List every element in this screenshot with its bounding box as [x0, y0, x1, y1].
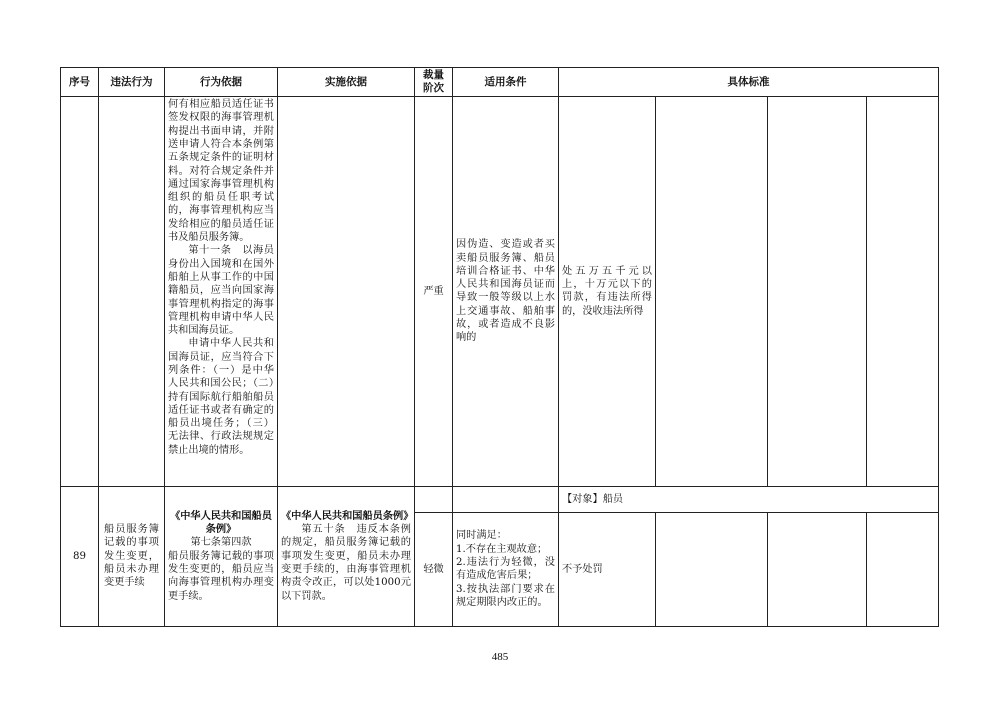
basis-paragraph: 何有相应船员适任证书签发权限的海事管理机构提出书面申请，并附送申请人符合本条例第五条规定条件的证明材料。对符合规定条件并通过国家海事管理机构组织的船员任职考试的，海事管理机构应当发给相应的船员适任证书及船员服务簿。 [168, 99, 274, 244]
header-conditions: 适用条件 [453, 68, 559, 97]
row89-level-cell: 轻微 [415, 512, 453, 626]
impl-text: 第五十条 违反本条例的规定，船员服务簿记载的事项发生变更，船员未办理变更手续的，由海事管理机构责令改正，可以处1000元以下罚款。 [281, 524, 411, 602]
header-violation: 违法行为 [99, 68, 165, 97]
target-cell: 【对象】船员 [559, 486, 939, 512]
cont-implementation-cell [278, 97, 415, 487]
row89-violation-cell: 船员服务簿记载的事项发生变更，船员未办理变更手续 [99, 486, 165, 626]
basis-paragraph: 申请中华人民共和国海员证，应当符合下列条件：（一）是中华人民共和国公民；（二）持有国际航行船舶船员适任证书或者有确定的船员出境任务；（三）无法律、行政法规规定禁止出境的情形。 [168, 338, 274, 456]
empty-cell [867, 97, 939, 487]
row89-seq-cell: 89 [61, 486, 99, 626]
row89-basis-cell [165, 486, 278, 626]
row89-standard-cell: 不予处罚 [559, 512, 656, 626]
empty-cell [656, 512, 768, 626]
row89-implementation-cell [278, 486, 415, 626]
empty-cell [867, 512, 939, 626]
cont-seq-cell [61, 97, 99, 487]
cont-basis-cell [165, 97, 278, 487]
cont-standard-cell: 处五万五千元以上，十万元以下的罚款，有违法所得的，没收违法所得 [559, 97, 656, 487]
empty-cell [768, 97, 867, 487]
empty-cell [656, 97, 768, 487]
cont-violation-cell [99, 97, 165, 487]
row89-conditions-cell [453, 512, 559, 626]
impl-law-title: 《中华人民共和国船员条例》 [281, 510, 414, 522]
empty-cell [768, 512, 867, 626]
basis-paragraph: 第十一条 以海员身份出入国境和在国外船舶上从事工作的中国籍船员，应当向国家海事管理机构指定的海事管理机构申请中华人民共和国海员证。 [168, 245, 274, 337]
basis-text: 船员服务簿记载的事项发生变更的，船员应当向海事管理机构办理变更手续。 [168, 550, 274, 602]
header-standard: 具体标准 [559, 68, 939, 97]
table-row [61, 486, 939, 512]
basis-article: 第七条第四款 [190, 537, 252, 549]
empty-cell [415, 486, 453, 512]
condition-line: 同时满足： [456, 530, 507, 542]
empty-cell [453, 486, 559, 512]
penalty-standard-table [60, 67, 939, 627]
table-header-row [61, 68, 939, 97]
cont-conditions-cell: 因伪造、变造或者买卖船员服务簿、船员培训合格证书、中华人民共和国海员证而导致一般等级以上水上交通事故、船舶事故，或者造成不良影响的 [453, 97, 559, 487]
basis-law-title: 《中华人民共和国船员条例》 [170, 510, 272, 536]
header-level: 裁量阶次 [415, 68, 453, 97]
header-implementation: 实施依据 [278, 68, 415, 97]
condition-line: 3.按执法部门要求在规定期限内改正的。 [456, 583, 555, 608]
header-seq: 序号 [61, 68, 99, 97]
page-number: 485 [491, 651, 509, 663]
condition-line: 1.不存在主观故意； [456, 543, 548, 555]
cont-level-cell: 严重 [415, 97, 453, 487]
header-basis: 行为依据 [165, 68, 278, 97]
condition-line: 2.违法行为轻微，没有造成危害后果； [456, 557, 555, 582]
table-row [61, 97, 939, 487]
